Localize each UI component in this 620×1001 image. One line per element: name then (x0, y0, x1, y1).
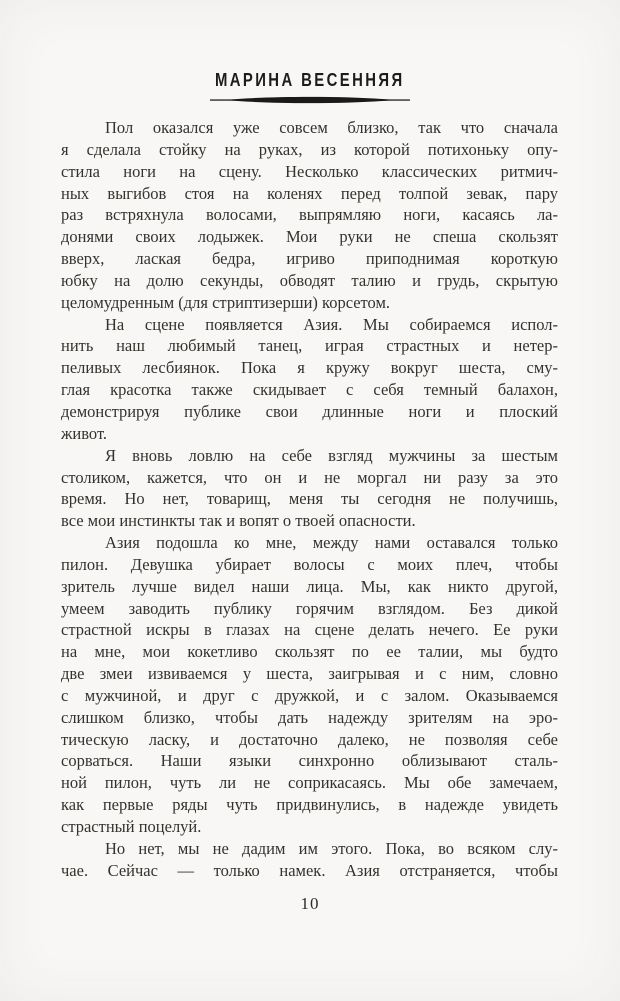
page-number: 10 (300, 894, 320, 913)
text-line: Пол оказался уже совсем близко, так что сначала (105, 118, 558, 137)
paragraph (61, 314, 558, 445)
text-line: глая красотка также скидывает с себя темный балахон, (61, 380, 558, 400)
header-divider-ornament (210, 95, 410, 105)
text-line: я сделала стойку на руках, из которой потихоньку опу- (61, 139, 558, 159)
text-line: страстной искры в глазах на сцене делать нечего. Ее руки (61, 620, 558, 640)
text-line: юбку на долю секунды, обводят талию и грудь, скрытую (61, 270, 558, 290)
text-line: слишком близко, чтобы дать надежду зрителям на эро- (61, 707, 558, 727)
text-line: время. Но нет, товарищ, меня ты сегодня не получишь, (61, 489, 558, 509)
text-line: Но нет, мы не дадим им этого. Пока, во всяком слу- (105, 838, 558, 858)
running-head (0, 70, 620, 105)
text-line: целомудренным (для стриптизерши) корсетом. (61, 292, 391, 312)
text-line: с мужчиной, и друг с дружкой, и с залом. Оказываемся (61, 685, 558, 705)
author-name-header: МАРИНА ВЕСЕННЯЯ (215, 70, 405, 91)
text-line: на мне, мои кокетливо скользят по ее талии, мы будто (61, 642, 558, 662)
text-line: столиком, кажется, что он и не моргал ни разу за это (61, 467, 558, 487)
text-line: как первые ряды чуть придвинулись, в надежде увидеть (61, 795, 558, 815)
text-line: Я вновь ловлю на себе взгляд мужчины за шестым (105, 445, 558, 465)
text-line: тическую ласку, и достаточно далеко, не позволяя себе (61, 729, 558, 749)
text-line: стила ноги на сцену. Несколько классических ритмич- (61, 161, 558, 181)
body-text (61, 117, 558, 882)
text-line: ной пилон, чуть ли не соприкасаясь. Мы обе замечаем, (61, 773, 558, 793)
text-line: ных выгибов стоя на коленях перед толпой зевак, пару (61, 183, 558, 203)
text-line: живот. (61, 423, 108, 443)
text-line: чае. Сейчас — только намек. Азия отстраняется, чтобы (61, 860, 558, 880)
text-line: пеливых лесбиянок. Пока я кружу вокруг шеста, сму- (61, 358, 558, 378)
text-line: На сцене появляется Азия. Мы собираемся испол- (105, 314, 558, 334)
text-line: нить наш любимый танец, играя страстных и нетер- (61, 336, 558, 356)
text-line: зритель лучше видел наши лица. Мы, как никто другой, (61, 576, 558, 596)
text-line: вверх, лаская бедра, игриво приподнимая короткую (61, 249, 558, 269)
paragraph (61, 838, 558, 882)
text-line: Азия подошла ко мне, между нами оставался только (105, 533, 558, 553)
text-line: демонстрируя публике свои длинные ноги и плоский (61, 401, 558, 421)
paragraph (61, 445, 558, 532)
text-line: все мои инстинкты так и вопят о твоей опасности. (61, 511, 416, 531)
text-line: две змеи извиваемся у шеста, заигрывая и с ним, словно (61, 664, 558, 684)
text-line: сорваться. Наши языки синхронно облизывают сталь- (61, 751, 558, 771)
text-line: умеем заводить публику горячим взглядом. Без дикой (61, 598, 558, 618)
text-line: донями своих лодыжек. Мои руки не спеша скользят (61, 227, 558, 247)
text-line: страстный поцелуй. (61, 817, 202, 836)
text-line: раз встряхнула волосами, выпрямляю ноги, касаясь ла- (61, 205, 558, 225)
paragraph (61, 532, 558, 838)
paragraph (61, 117, 558, 314)
text-line: пилон. Девушка убирает волосы с моих плеч, чтобы (61, 554, 558, 574)
